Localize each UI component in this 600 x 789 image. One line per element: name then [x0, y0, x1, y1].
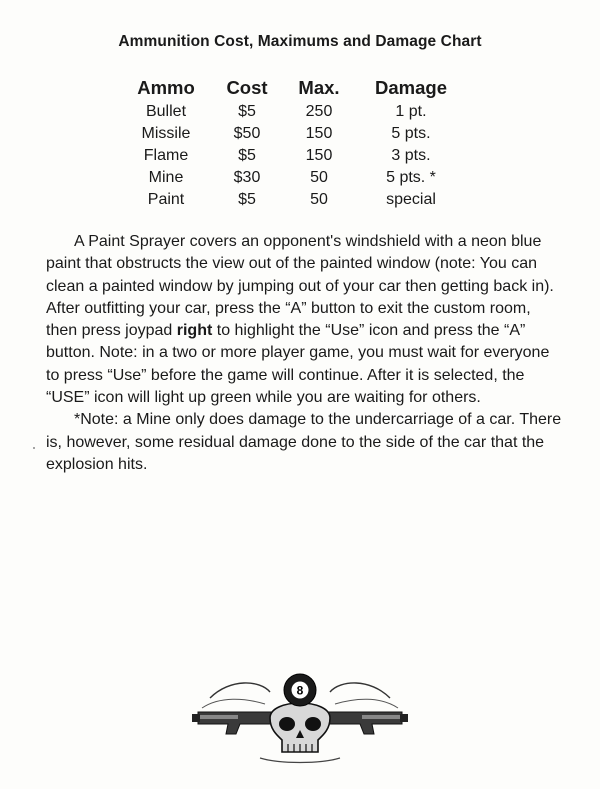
chart-title: Ammunition Cost, Maximums and Damage Chart: [118, 33, 482, 50]
skull-eight-ball-guns-emblem-icon: [190, 668, 410, 768]
table-row: [121, 123, 467, 145]
cell-ammo: Bullet: [145, 103, 187, 120]
cell-max: 150: [305, 147, 333, 164]
header-cost: Cost: [226, 77, 268, 98]
cell-damage: 1 pt.: [395, 103, 427, 120]
body-text: [46, 231, 566, 476]
cell-ammo: Mine: [148, 169, 184, 186]
cell-damage: 3 pts.: [391, 147, 431, 164]
table-row: [121, 145, 467, 167]
cell-cost: $5: [238, 147, 256, 164]
header-max: Max.: [298, 77, 340, 98]
header-damage: Damage: [375, 77, 447, 98]
cell-ammo: Missile: [141, 125, 191, 142]
cell-damage: 5 pts. *: [386, 169, 436, 186]
cell-damage: 5 pts.: [391, 125, 431, 142]
cell-ammo: Flame: [143, 147, 189, 164]
ammo-table: [121, 75, 467, 211]
cell-cost: $50: [233, 125, 261, 142]
cell-damage: special: [386, 191, 436, 208]
cell-cost: $5: [238, 191, 256, 208]
table-row: [121, 101, 467, 123]
cell-max: 250: [305, 103, 333, 120]
bold-right-word: right: [176, 322, 213, 340]
paragraph-text: A Paint Sprayer covers an opponent's windshield with a neon blue paint that obstructs the view out of the painted window (note: You can clean a painted window by jumping out of your car then getting back in). After outfitting your car, press the “A” button to exit the custom room, then press joypad: [46, 233, 554, 340]
cell-cost: $5: [238, 103, 256, 120]
cell-max: 150: [305, 125, 333, 142]
scan-speck: [33, 447, 35, 449]
mine-note-paragraph: *Note: a Mine only does damage to the undercarriage of a car. There is, however, some residual damage done to the side of the car that the explosion hits.: [46, 411, 562, 473]
cell-cost: $30: [233, 169, 261, 186]
eight-ball-number: 8: [296, 683, 304, 698]
cell-max: 50: [310, 191, 328, 208]
paragraph-text: to highlight the “Use” icon and press the “A” button. Note: in a two or more player game, you must wait for everyone to press “Use” before the game will continue. After it is selected, the “USE” icon will light up green while you are waiting for others.: [46, 322, 550, 407]
table-row: [121, 167, 467, 189]
header-ammo: Ammo: [137, 77, 195, 98]
table-header-row: [121, 75, 467, 101]
table-row: [121, 189, 467, 211]
cell-max: 50: [310, 169, 328, 186]
paint-sprayer-paragraph: [46, 231, 566, 409]
cell-ammo: Paint: [147, 191, 185, 208]
